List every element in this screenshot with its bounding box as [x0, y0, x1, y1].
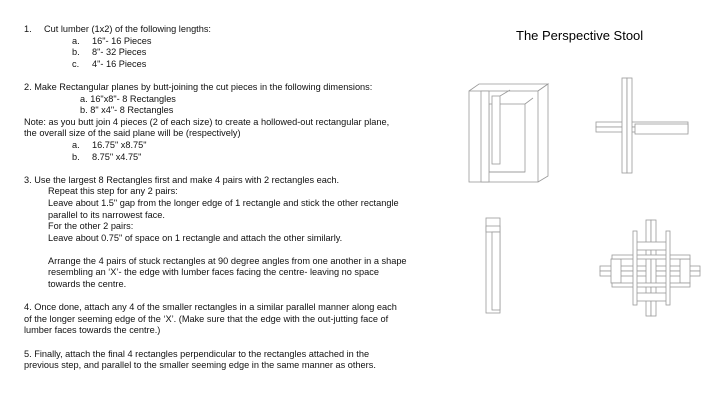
perspective-view-figure: [469, 84, 548, 182]
step1-item-b: b. 8"- 32 Pieces: [72, 47, 147, 58]
side-elevation-figure: [486, 218, 500, 313]
step4-line: of the longer seeming edge of the ‘X’. (Make sure that the edge with the out-jutting face of: [24, 313, 389, 324]
top-right-cross-figure: [596, 78, 688, 173]
step3-heading: 3. Use the largest 8 Rectangles first and make 4 pairs with 2 rectangles each.: [24, 174, 340, 185]
step4-line: 4. Once done, attach any 4 of the smaller rectangles in a similar parallel manner along each: [24, 302, 397, 313]
assembled-stool-figure: [600, 220, 700, 316]
step1-item-a: a. 16"- 16 Pieces: [72, 35, 152, 46]
step3-arrange-line: Arrange the 4 pairs of stuck rectangles at 90 degree angles from one another in a shape: [48, 255, 407, 266]
step3-arrange-line: towards the centre.: [48, 279, 127, 290]
step3-line: For the other 2 pairs:: [48, 221, 134, 232]
step5-line: 5. Finally, attach the final 4 rectangles perpendicular to the rectangles attached in the: [24, 348, 370, 359]
step4-line: lumber faces towards the centre.): [24, 325, 161, 336]
step1-item-c: c. 4"- 16 Pieces: [72, 58, 147, 69]
step2-item-b: b. 8" x4"- 8 Rectangles: [80, 105, 174, 116]
step2-size-b: b. 8.75" x4.75": [72, 151, 142, 162]
step5-line: previous step, and parallel to the smaller seeming edge in the same manner as others.: [24, 360, 376, 371]
step3-line: parallel to its narrowest face.: [48, 209, 165, 220]
step3-arrange-line: resembling an ‘X’- the edge with lumber faces facing the centre- leaving no space: [48, 267, 379, 278]
page-title: The Perspective Stool: [516, 28, 644, 43]
step2-note-line1: Note: as you butt join 4 pieces (2 of each size) to create a hollowed-out rectangular plane,: [24, 116, 390, 127]
step2-item-a: a. 16"x8"- 8 Rectangles: [80, 93, 176, 104]
step1-number: 1.: [24, 24, 32, 34]
step3-line: Leave about 0.75" of space on 1 rectangle and attach the other similarly.: [48, 232, 343, 243]
step2-heading: 2. Make Rectangular planes by butt-joining the cut pieces in the following dimensions:: [24, 81, 373, 92]
step3-line: Leave about 1.5" gap from the longer edge of 1 rectangle and stick the other rectangle: [48, 197, 399, 208]
step2-size-a: a. 16.75" x8.75": [72, 139, 147, 150]
step2-note-line2: the overall size of the said plane will be (respectively): [24, 128, 241, 139]
step1-heading: 1. Cut lumber (1x2) of the following lengths:: [24, 24, 211, 34]
instructions: [24, 24, 444, 372]
stool-figures: [455, 70, 710, 320]
step3-line: Repeat this step for any 2 pairs:: [48, 186, 178, 197]
